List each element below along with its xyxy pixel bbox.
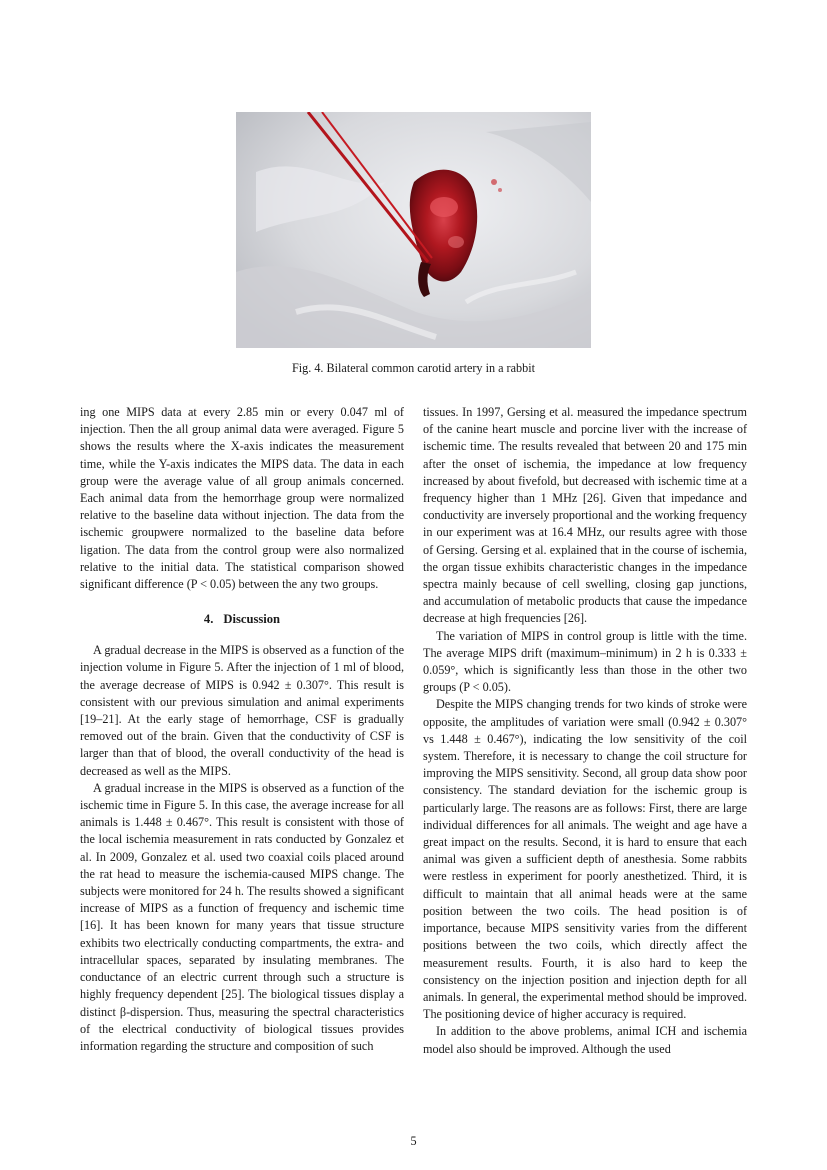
paragraph: A gradual increase in the MIPS is observed as a function of the ischemic time in Figure 5. In this case, the average increase for all animals is 1.448 ± 0.467°. This result is consistent with those of the local ischemia measurement in rats conducted by Gonzalez et al. In 2009, Gonzalez et al. used two coaxial coils placed around the rat head to measure the ischemia-caused MIPS change. The subjects were monitored for 24 h. The results showed a significant increase of MIPS as a function of frequency and ischemic time [16]. It has been known for many years that tissue structure exhibits two electrically conducting compartments, the extra- and intracellular spaces, separated by insulating membranes. The conductance of an electric current through such a structure is highly frequency dependent [25]. The biological tissues display a distinct β-dispersion. Thus, measuring the spectral characteristics of the electrical conductivity of biological tissues provides information regarding the structure and composition of such bbox=[80, 780, 404, 1053]
paragraph: Despite the MIPS changing trends for two kinds of stroke were opposite, the amplitudes of variation were small (0.942 ± 0.307° vs 1.448 ± 0.467°), indicating the low sensitivity of the coil system. Therefore, it is necessary to change the coil structure for improving the MIPS sensitivity. Second, all group data show poor consistency. The standard deviation for the ischemic group is particularly large. The reasons are as follows: First, there are large individual differences for all animals. The weight and age have a great impact on the results. Second, it is hard to ensure that each animal was given a sufficient depth of anesthesia. Some rabbits were restless in experiment for poorly anesthetized. Third, it is difficult to maintain that all animal heads were at the same position between the two coils. The head position is of importance, because MIPS sensitivity varies from the different positions between the two coils, which directly affect the measurement results. Fourth, it is also hard to keep the consistency on the injection position and injection depth for all animals. In general, the experimental method should be improved. The positioning device of higher accuracy is required. bbox=[423, 697, 747, 1022]
page-number: 5 bbox=[410, 1134, 417, 1148]
section-number: 4. bbox=[203, 612, 214, 627]
figure-4-photo bbox=[236, 112, 591, 348]
right-column bbox=[423, 404, 747, 1058]
paragraph: In addition to the above problems, animal ICH and ischemia model also should be improved. Although the used bbox=[423, 1024, 747, 1056]
paragraph: ing one MIPS data at every 2.85 min or every 0.047 ml of injection. Then the all group animal data were averaged. Figure 5 shows the results where the X-axis indicates the measurement time, while the Y-axis indicates the MIPS data. The data in each group were the average value of all group animals concerned. Each animal data from the hemorrhage group were normalized relative to the baseline data without injection. The data from the ischemic groupwere normalized to the baseline data before ligation. The data from the control group were also normalized relative to the initial data. The statistical comparison showed significant difference (P < 0.05) between the any two groups. bbox=[80, 405, 404, 592]
paragraph: A gradual decrease in the MIPS is observed as a function of the injection volume in Figure 5. After the injection of 1 ml of blood, the average decrease of MIPS is 0.942 ± 0.307°. This result is consistent with our previous simulation and animal experiments [19–21]. At the early stage of hemorrhage, CSF is gradually removed out of the brain. Given that the conductivity of CSF is larger than that of blood, the overall conductivity of the head is decreased as well as the MIPS. bbox=[80, 643, 404, 778]
section-heading bbox=[80, 611, 404, 628]
figure-caption: Fig. 4. Bilateral common carotid artery in a rabbit bbox=[291, 361, 535, 375]
section-title: Discussion bbox=[223, 612, 281, 627]
paragraph: The variation of MIPS in control group is little with the time. The average MIPS drift (maximum–minimum) in 2 h is 0.333 ± 0.059°, which is significantly less than those in the other two groups (P < 0.05). bbox=[423, 628, 747, 695]
left-column bbox=[80, 404, 404, 1055]
surgical-photo-illustration bbox=[236, 112, 591, 348]
paragraph: tissues. In 1997, Gersing et al. measured the impedance spectrum of the canine heart muscle and porcine liver with the increase of ischemic time. The results revealed that between 20 and 175 min after the onset of ischemia, the impedance at low frequency increased by about fivefold, but decreased with ischemic time at a frequency higher than 1 MHz [26]. Given that impedance and conductivity are inversely proportional and the working frequency in our experiment was at 16.4 MHz, our results agree with those of Gersing. Gersing et al. explained that in the course of ischemia, the organ tissue exhibits characteristic changes in the impedance spectra mainly because of cell swelling, closing gap junctions, and accumulation of metabolic products that cause the impedance decrease at high frequencies [26]. bbox=[423, 405, 747, 626]
